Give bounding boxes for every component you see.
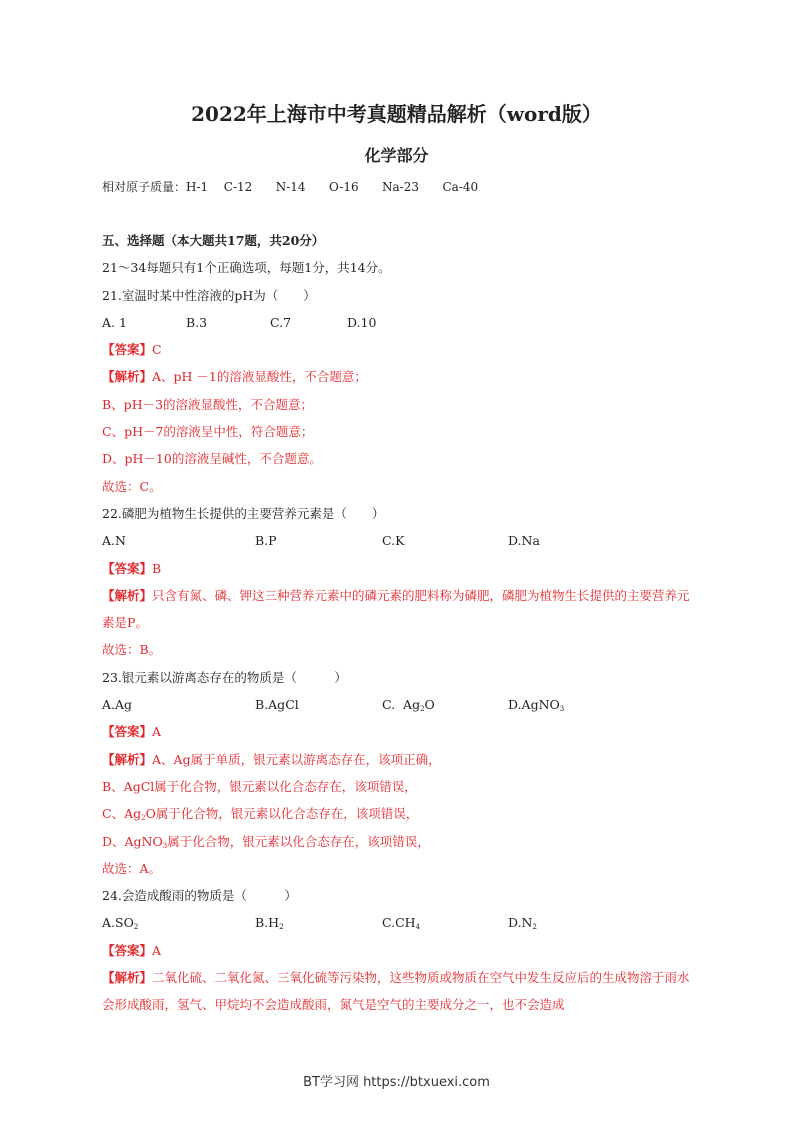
analysis-21-line: C、pH－7的溶液呈中性，符合题意；: [102, 424, 314, 440]
option-b: B.AgCl: [255, 697, 299, 713]
analysis-21-line: [102, 363, 702, 390]
analysis-text: C、Ag: [102, 806, 142, 822]
option-text: D.N: [508, 915, 533, 931]
analysis-23-line: [102, 746, 702, 773]
analysis-23-line: [102, 828, 702, 855]
analysis-tag: 【解析】: [102, 369, 153, 385]
conclusion-21: 故选：C。: [102, 478, 162, 494]
document-body: [102, 227, 702, 1019]
option-a: [102, 909, 138, 936]
analysis-tag: 【解析】: [102, 970, 153, 986]
subscript: 2: [420, 705, 425, 714]
question-22-stem: 22.磷肥为植物生长提供的主要营养元素是（ ）: [102, 505, 385, 521]
question-21-options: [102, 309, 702, 336]
option-b: B.P: [255, 533, 277, 549]
analysis-21-line: D、pH－10的溶液呈碱性，不合题意。: [102, 451, 322, 467]
question-21-stem: 21.室温时某中性溶液的pH为（ ）: [102, 287, 316, 303]
option-text: C.CH: [382, 915, 416, 931]
option-b: [255, 909, 284, 936]
option-c: C.7: [270, 314, 292, 330]
question-24-options: [102, 909, 702, 936]
instructions: 21～34每题只有1个正确选项，每题1分，共14分。: [102, 260, 391, 276]
conclusion-23: 故选：A。: [102, 860, 162, 876]
analysis-text: D、AgNO: [102, 833, 163, 849]
analysis-23-line: [102, 800, 702, 827]
answer-23: [102, 718, 702, 745]
answer-value: A: [152, 724, 162, 740]
analysis-text: O属于化合物，银元素以化合态存在，该项错误，: [145, 806, 419, 822]
document-title: 2022年上海市中考真题精品解析（word版）: [191, 102, 602, 126]
answer-22: [102, 555, 702, 582]
footer-watermark: BT学习网 https://btxuexi.com: [303, 1075, 490, 1090]
option-d: D.10: [347, 314, 377, 330]
question-23-options: [102, 691, 702, 718]
option-c: [382, 909, 420, 936]
analysis-24: [102, 964, 694, 1019]
question-24-stem: 24.会造成酸雨的物质是（ ）: [102, 888, 297, 904]
option-a: A. 1: [102, 314, 127, 330]
answer-tag: 【答案】: [102, 724, 153, 740]
answer-24: [102, 937, 702, 964]
document-subtitle: 化学部分: [364, 146, 429, 165]
answer-value: A: [152, 942, 162, 958]
analysis-23-line: B、AgCl属于化合物，银元素以化合态存在，该项错误，: [102, 778, 417, 794]
option-text: C. Ag: [382, 697, 421, 713]
question-22-options: [102, 527, 702, 554]
answer-value: B: [152, 560, 162, 576]
analysis-21-line: B、pH－3的溶液显酸性，不合题意；: [102, 396, 314, 412]
subscript: 2: [141, 814, 146, 823]
option-text: O: [424, 697, 435, 713]
subscript: 2: [133, 923, 139, 932]
analysis-text: A、Ag属于单质，银元素以游离态存在，该项正确，: [152, 751, 441, 767]
option-d: [508, 691, 564, 718]
option-text: A.SO: [102, 915, 134, 931]
option-a: A.N: [102, 533, 126, 549]
subscript: 2: [279, 923, 284, 932]
atomic-masses: 相对原子质量：H-1 C-12 N-14 O-16 Na-23 Ca-40: [102, 180, 479, 194]
answer-tag: 【答案】: [102, 560, 153, 576]
answer-21: [102, 336, 702, 363]
analysis-text: 只含有氮、磷、钾这三种营养元素中的磷元素的肥料称为磷肥，磷肥为植物生长提供的主要营养元素是P。: [102, 587, 690, 631]
option-c: C.K: [382, 533, 405, 549]
analysis-text: 属于化合物，银元素以化合态存在，该项错误，: [167, 833, 430, 849]
question-23-stem: 23.银元素以游离态存在的物质是（ ）: [102, 669, 347, 685]
subscript: 3: [559, 705, 565, 714]
answer-tag: 【答案】: [102, 942, 153, 958]
subscript: 3: [162, 841, 168, 850]
analysis-text: A、pH －1的溶液显酸性，不合题意；: [152, 369, 367, 385]
subscript: 4: [415, 923, 421, 932]
option-d: [508, 909, 537, 936]
subscript: 2: [532, 923, 537, 932]
analysis-tag: 【解析】: [102, 587, 153, 603]
option-c: [382, 691, 435, 718]
analysis-22: [102, 582, 694, 637]
answer-value: C: [152, 342, 162, 358]
option-d: D.Na: [508, 533, 540, 549]
analysis-text: 二氧化硫、二氧化氮、三氧化硫等污染物，这些物质或物质在空气中发生反应后的生成物溶于雨水会形成酸雨，氢气、甲烷均不会造成酸雨，氮气是空气的主要成分之一，也不会造成: [102, 970, 690, 1013]
option-b: B.3: [186, 314, 208, 330]
option-a: A.Ag: [102, 697, 133, 713]
analysis-tag: 【解析】: [102, 751, 153, 767]
conclusion-22: 故选：B。: [102, 642, 162, 658]
section-header: 五、选择题（本大题共17题，共20分）: [102, 233, 325, 248]
option-text: B.H: [255, 915, 280, 931]
answer-tag: 【答案】: [102, 342, 153, 358]
option-text: D.AgNO: [508, 697, 560, 713]
